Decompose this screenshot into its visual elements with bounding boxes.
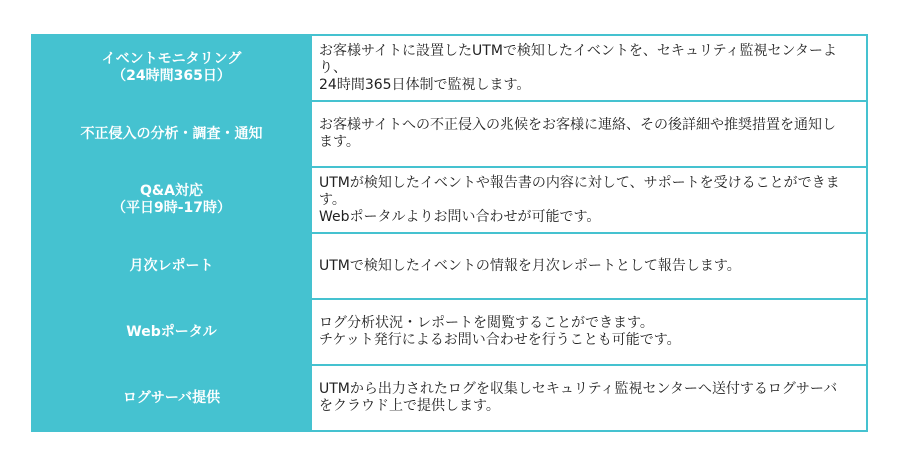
service-table bbox=[31, 34, 868, 432]
service-name-cell bbox=[32, 35, 311, 101]
service-name: Q&A対応 bbox=[140, 183, 203, 199]
table-row bbox=[32, 101, 867, 167]
table-row bbox=[32, 299, 867, 365]
service-name: 不正侵入の分析・調査・通知 bbox=[80, 125, 263, 142]
service-name-cell bbox=[32, 299, 311, 365]
service-name-note: （平日9時-17時） bbox=[111, 200, 232, 216]
service-description-line: ログ分析状況・レポートを閲覧することができます。 bbox=[319, 315, 654, 331]
service-name: 月次レポート bbox=[129, 257, 214, 274]
table-row bbox=[32, 35, 867, 101]
service-name-cell bbox=[32, 101, 311, 167]
service-description-cell bbox=[311, 101, 867, 167]
table-row bbox=[32, 167, 867, 233]
service-description-line: ます。 bbox=[319, 134, 360, 150]
service-name: ログサーバ提供 bbox=[122, 389, 221, 406]
service-description-line: チケット発行によるお問い合わせを行うことも可能です。 bbox=[319, 332, 681, 348]
service-name: イベントモニタリング bbox=[101, 51, 242, 67]
service-description-line: UTMから出力されたログを収集しセキュリティ監視センターへ送付するログサーバ bbox=[319, 381, 838, 397]
service-name-cell bbox=[32, 365, 311, 431]
service-description-line: 24時間365日体制で監視します。 bbox=[319, 76, 531, 93]
service-description-line: お客様サイトへの不正侵入の兆候をお客様に連絡、その後詳細や推奨措置を通知し bbox=[319, 117, 837, 133]
service-name-cell bbox=[32, 233, 311, 299]
table-row bbox=[32, 365, 867, 431]
service-description-cell bbox=[311, 365, 867, 431]
service-description-cell bbox=[311, 35, 867, 101]
service-description-line: お客様サイトに設置したUTMで検知したイベントを、セキュリティ監視センターより、 bbox=[319, 42, 837, 76]
service-name: Webポータル bbox=[126, 323, 217, 340]
service-description-cell bbox=[311, 299, 867, 365]
service-description-line: Webポータルよりお問い合わせが可能です。 bbox=[319, 208, 601, 225]
service-description-cell bbox=[311, 233, 867, 299]
service-description-line: す。 bbox=[319, 191, 346, 208]
service-description-line: をクラウド上で提供します。 bbox=[319, 398, 500, 414]
service-description-line: UTMで検知したイベントの情報を月次レポートとして報告します。 bbox=[319, 257, 741, 274]
service-description-line: UTMが検知したイベントや報告書の内容に対して、サポートを受けることができま bbox=[319, 174, 840, 191]
service-description-cell bbox=[311, 167, 867, 233]
service-name-cell bbox=[32, 167, 311, 233]
table-row bbox=[32, 233, 867, 299]
service-name-note: （24時間365日） bbox=[112, 68, 231, 84]
